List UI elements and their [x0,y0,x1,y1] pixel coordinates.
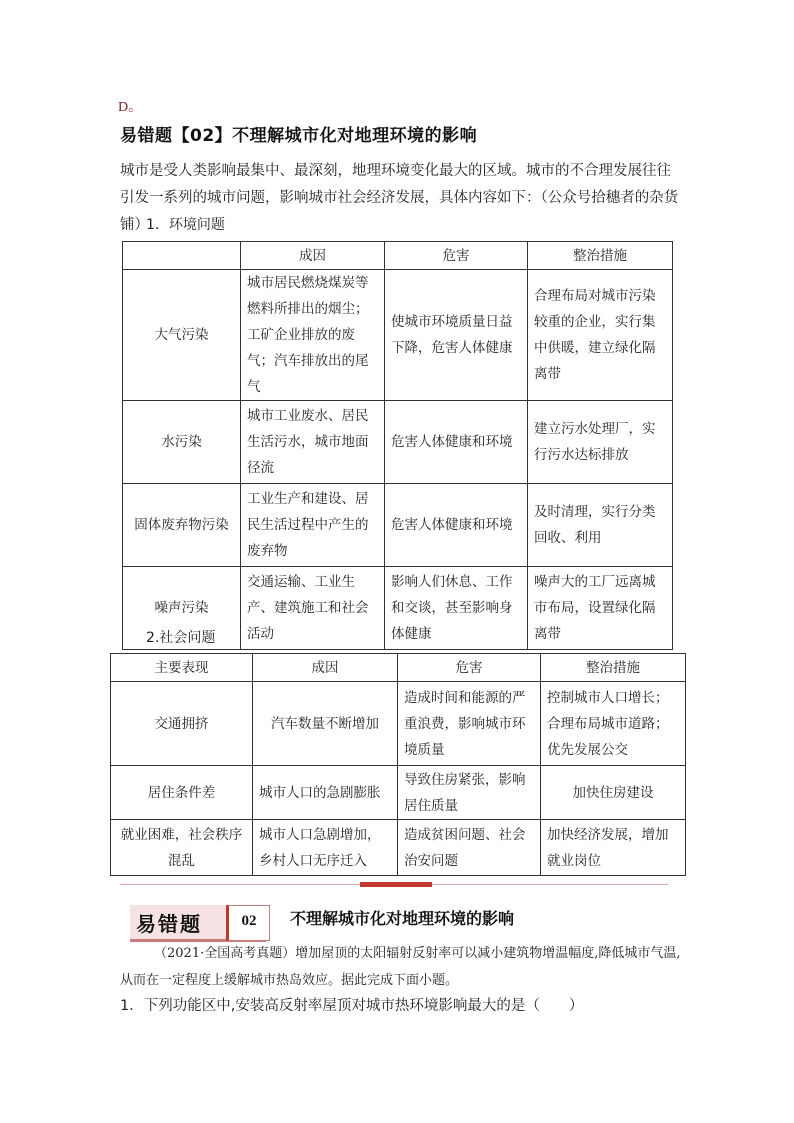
answer-line: D。 [118,100,143,115]
section-title-environment: 1．环境问题 [146,217,225,233]
table-header-cell: 成因 [241,242,385,270]
table-row [111,766,686,820]
table-cell: 交通拥挤 [111,682,253,766]
question-1: 1．下列功能区中,安装高反射率屋顶对城市热环境影响最大的是（ ） [120,998,584,1014]
table-cell: 水污染 [123,401,241,484]
banner-number-box [226,905,270,941]
table-row [123,401,673,484]
table-cell: 汽车数量不断增加 [253,682,398,766]
social-problems-table [110,653,686,876]
table-cell: 工业生产和建设、居民生活过程中产生的废弃物 [241,484,385,567]
table-row [111,682,686,766]
table-cell: 固体废弃物污染 [123,484,241,567]
banner-number: 02 [241,913,257,929]
page-heading: 易错题【02】不理解城市化对地理环境的影响 [120,126,478,146]
table-cell: 加快住房建设 [541,766,686,820]
table-header-cell: 成因 [253,654,398,682]
table-cell: 大气污染 [123,270,241,401]
table-cell: 噪声污染 [123,567,241,650]
table-header-cell: 整治措施 [528,242,673,270]
table-cell: 影响人们休息、工作和交谈，甚至影响身体健康 [385,567,528,650]
table-header-row [123,242,673,270]
table-cell: 加快经济发展，增加就业岗位 [541,820,686,876]
table-header-row [111,654,686,682]
banner-title: 不理解城市化对地理环境的影响 [290,909,515,928]
table-cell: 城市人口急剧增加，乡村人口无序迁入 [253,820,398,876]
table-cell: 危害人体健康和环境 [385,401,528,484]
table-header-cell: 整治措施 [541,654,686,682]
table-cell: 导致住房紧张，影响居住质量 [398,766,541,820]
table-cell: 及时清理，实行分类回收、利用 [528,484,673,567]
environment-problems-table [122,241,673,650]
table-cell: 城市居民燃烧煤炭等燃料所排出的烟尘；工矿企业排放的废气；汽车排放出的尾气 [241,270,385,401]
table-row [123,270,673,401]
table-cell: 危害人体健康和环境 [385,484,528,567]
table-cell: 建立污水处理厂，实行污水达标排放 [528,401,673,484]
table-row [111,820,686,876]
divider-accent [360,882,432,887]
banner-label: 易错题 [136,914,202,936]
table-header-cell [123,242,241,270]
table-cell: 控制城市人口增长；合理布局城市道路；优先发展公交 [541,682,686,766]
table-cell: 居住条件差 [111,766,253,820]
table-row [123,484,673,567]
table-cell: 造成时间和能源的严重浪费，影响城市环境质量 [398,682,541,766]
table-cell: 城市工业废水、居民生活污水，城市地面径流 [241,401,385,484]
table-cell: 造成贫困问题、社会治安问题 [398,820,541,876]
question-intro: （2021·全国高考真题）增加屋顶的太阳辐射反射率可以减小建筑物增温幅度,降低城市气温,从而在一定程度上缓解城市热岛效应。据此完成下面小题。 [120,946,681,988]
table-cell: 城市人口的急剧膨胀 [253,766,398,820]
table-header-cell: 危害 [398,654,541,682]
table-cell: 合理布局对城市污染较重的企业，实行集中供暖，建立绿化隔离带 [528,270,673,401]
section-title-social: 2.社会问题 [146,630,216,646]
table-header-cell: 危害 [385,242,528,270]
table-cell: 使城市环境质量日益下降，危害人体健康 [385,270,528,401]
table-cell: 就业困难，社会秩序混乱 [111,820,253,876]
table-cell: 交通运输、工业生产、建筑施工和社会活动 [241,567,385,650]
intro-paragraph: 城市是受人类影响最集中、最深刻，地理环境变化最大的区域。城市的不合理发展往往引发一系列的城市问题，影响城市社会经济发展，具体内容如下：（公众号拾穗者的杂货铺） [120,163,679,233]
table-cell: 噪声大的工厂远离城市布局，设置绿化隔离带 [528,567,673,650]
table-header-cell: 主要表现 [111,654,253,682]
